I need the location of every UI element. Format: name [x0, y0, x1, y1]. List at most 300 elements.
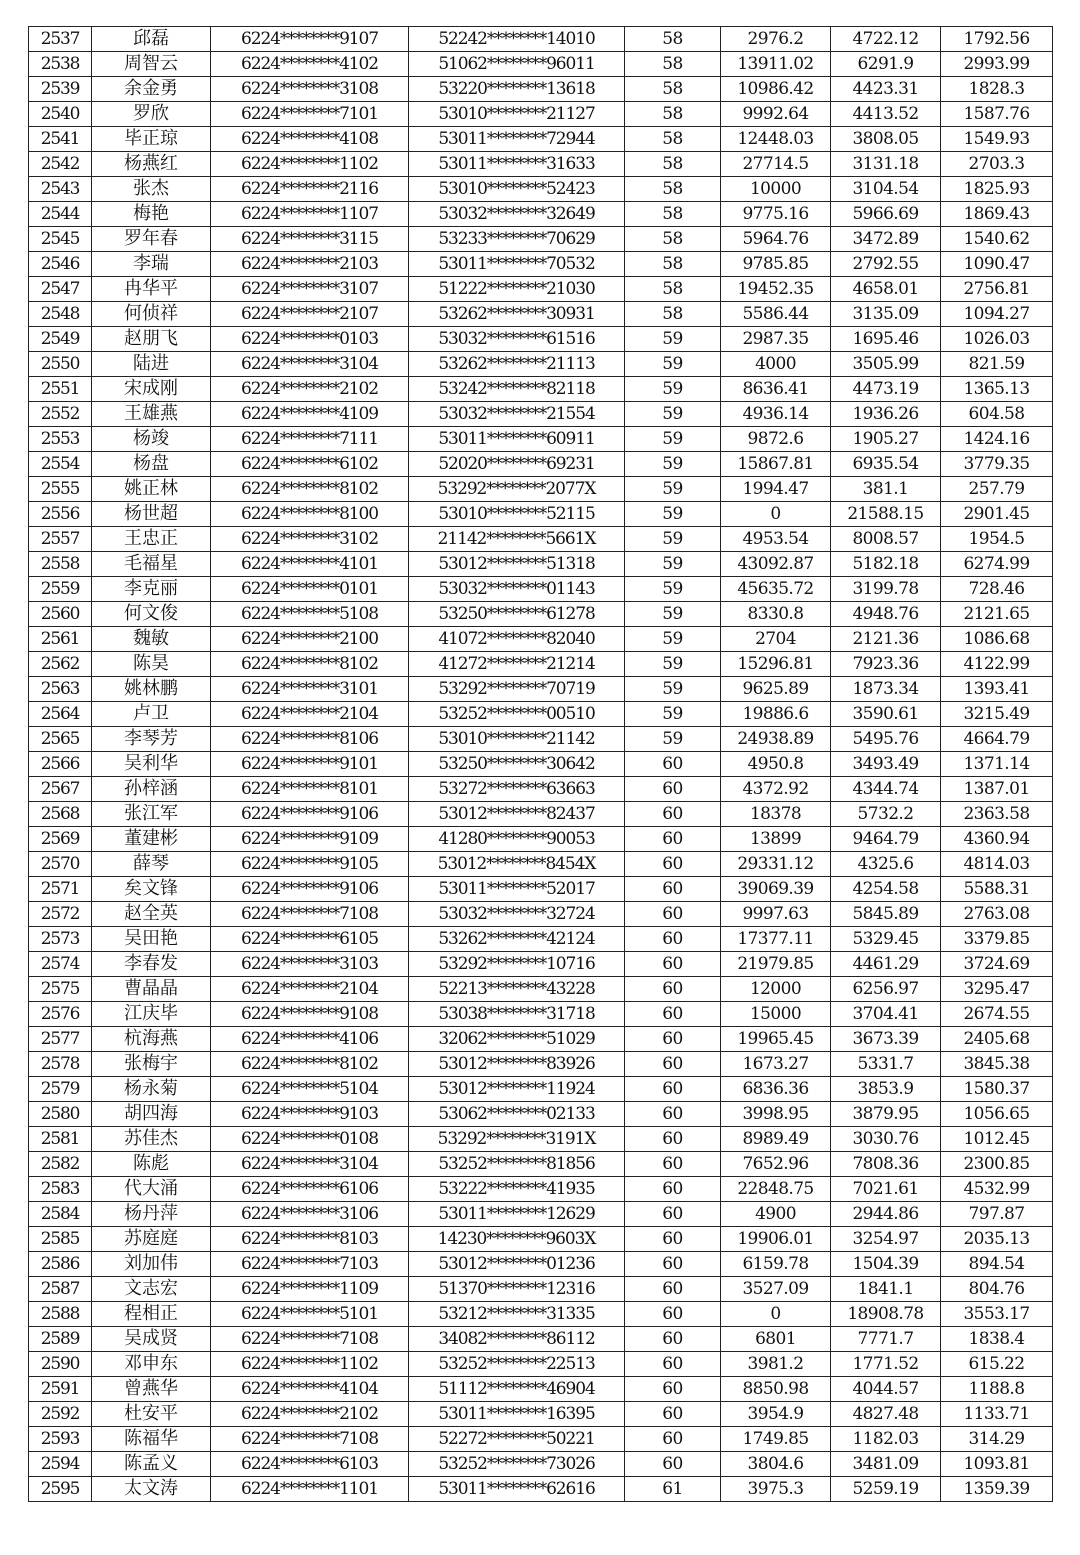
row-number-cell: 2545 — [29, 227, 92, 252]
name-cell: 赵朋飞 — [92, 327, 211, 352]
row-number-cell: 2570 — [29, 852, 92, 877]
amount-2-cell: 4254.58 — [831, 877, 941, 902]
name-cell: 罗欣 — [92, 102, 211, 127]
row-number-cell: 2542 — [29, 152, 92, 177]
amount-3-cell: 1792.56 — [941, 27, 1053, 52]
amount-1-cell: 39069.39 — [721, 877, 831, 902]
age-cell: 60 — [625, 1127, 721, 1152]
name-cell: 陈昊 — [92, 652, 211, 677]
bank-card-cell: 6224********2116 — [211, 177, 409, 202]
bank-card-cell: 6224********3115 — [211, 227, 409, 252]
table-row — [29, 502, 1053, 527]
id-number-cell: 53011********16395 — [409, 1402, 625, 1427]
amount-3-cell: 4122.99 — [941, 652, 1053, 677]
bank-card-cell: 6224********3104 — [211, 352, 409, 377]
amount-1-cell: 12000 — [721, 977, 831, 1002]
amount-3-cell: 3724.69 — [941, 952, 1053, 977]
age-cell: 60 — [625, 777, 721, 802]
table-row — [29, 102, 1053, 127]
amount-3-cell: 1094.27 — [941, 302, 1053, 327]
id-number-cell: 53252********22513 — [409, 1352, 625, 1377]
amount-3-cell: 2121.65 — [941, 602, 1053, 627]
bank-card-cell: 6224********4104 — [211, 1377, 409, 1402]
amount-1-cell: 3804.6 — [721, 1452, 831, 1477]
id-number-cell: 53292********2077X — [409, 477, 625, 502]
amount-2-cell: 5966.69 — [831, 202, 941, 227]
amount-2-cell: 4473.19 — [831, 377, 941, 402]
id-number-cell: 53292********3191X — [409, 1127, 625, 1152]
table-row — [29, 77, 1053, 102]
table-row — [29, 127, 1053, 152]
id-number-cell: 53010********52115 — [409, 502, 625, 527]
name-cell: 毕正琼 — [92, 127, 211, 152]
name-cell: 李琴芳 — [92, 727, 211, 752]
id-number-cell: 53010********21127 — [409, 102, 625, 127]
amount-1-cell: 8989.49 — [721, 1127, 831, 1152]
amount-3-cell: 2300.85 — [941, 1152, 1053, 1177]
amount-3-cell: 1090.47 — [941, 252, 1053, 277]
amount-1-cell: 1994.47 — [721, 477, 831, 502]
row-number-cell: 2585 — [29, 1227, 92, 1252]
bank-card-cell: 6224********5104 — [211, 1077, 409, 1102]
amount-1-cell: 4950.8 — [721, 752, 831, 777]
amount-2-cell: 3704.41 — [831, 1002, 941, 1027]
amount-2-cell: 3879.95 — [831, 1102, 941, 1127]
table-row — [29, 1202, 1053, 1227]
table-row — [29, 952, 1053, 977]
amount-2-cell: 4461.29 — [831, 952, 941, 977]
amount-1-cell: 2976.2 — [721, 27, 831, 52]
name-cell: 杨丹萍 — [92, 1202, 211, 1227]
id-number-cell: 53032********32724 — [409, 902, 625, 927]
amount-2-cell: 9464.79 — [831, 827, 941, 852]
amount-3-cell: 2763.08 — [941, 902, 1053, 927]
row-number-cell: 2548 — [29, 302, 92, 327]
age-cell: 60 — [625, 977, 721, 1002]
amount-1-cell: 45635.72 — [721, 577, 831, 602]
age-cell: 58 — [625, 177, 721, 202]
amount-3-cell: 1580.37 — [941, 1077, 1053, 1102]
amount-1-cell: 4372.92 — [721, 777, 831, 802]
age-cell: 59 — [625, 552, 721, 577]
age-cell: 60 — [625, 1252, 721, 1277]
age-cell: 59 — [625, 352, 721, 377]
age-cell: 58 — [625, 202, 721, 227]
row-number-cell: 2574 — [29, 952, 92, 977]
amount-2-cell: 4948.76 — [831, 602, 941, 627]
bank-card-cell: 6224********0108 — [211, 1127, 409, 1152]
age-cell: 58 — [625, 302, 721, 327]
name-cell: 张江军 — [92, 802, 211, 827]
amount-3-cell: 728.46 — [941, 577, 1053, 602]
amount-1-cell: 3527.09 — [721, 1277, 831, 1302]
name-cell: 邓申东 — [92, 1352, 211, 1377]
row-number-cell: 2543 — [29, 177, 92, 202]
amount-2-cell: 1905.27 — [831, 427, 941, 452]
name-cell: 杨盘 — [92, 452, 211, 477]
bank-card-cell: 6224********3101 — [211, 677, 409, 702]
amount-3-cell: 894.54 — [941, 1252, 1053, 1277]
amount-2-cell: 3254.97 — [831, 1227, 941, 1252]
age-cell: 59 — [625, 677, 721, 702]
table-row — [29, 302, 1053, 327]
age-cell: 60 — [625, 1402, 721, 1427]
name-cell: 梅艳 — [92, 202, 211, 227]
name-cell: 李克丽 — [92, 577, 211, 602]
amount-3-cell: 1012.45 — [941, 1127, 1053, 1152]
bank-card-cell: 6224********9107 — [211, 27, 409, 52]
row-number-cell: 2566 — [29, 752, 92, 777]
age-cell: 60 — [625, 1352, 721, 1377]
amount-1-cell: 13911.02 — [721, 52, 831, 77]
age-cell: 60 — [625, 802, 721, 827]
age-cell: 60 — [625, 852, 721, 877]
table-row — [29, 602, 1053, 627]
bank-card-cell: 6224********8102 — [211, 652, 409, 677]
amount-1-cell: 7652.96 — [721, 1152, 831, 1177]
name-cell: 杨燕红 — [92, 152, 211, 177]
amount-2-cell: 5732.2 — [831, 802, 941, 827]
id-number-cell: 51112********46904 — [409, 1377, 625, 1402]
age-cell: 59 — [625, 577, 721, 602]
bank-card-cell: 6224********2102 — [211, 377, 409, 402]
row-number-cell: 2583 — [29, 1177, 92, 1202]
name-cell: 赵全英 — [92, 902, 211, 927]
row-number-cell: 2547 — [29, 277, 92, 302]
table-row — [29, 752, 1053, 777]
age-cell: 59 — [625, 452, 721, 477]
amount-1-cell: 17377.11 — [721, 927, 831, 952]
bank-card-cell: 6224********1102 — [211, 152, 409, 177]
amount-1-cell: 10000 — [721, 177, 831, 202]
amount-3-cell: 797.87 — [941, 1202, 1053, 1227]
amount-1-cell: 12448.03 — [721, 127, 831, 152]
amount-1-cell: 1673.27 — [721, 1052, 831, 1077]
age-cell: 60 — [625, 752, 721, 777]
name-cell: 代大涌 — [92, 1177, 211, 1202]
amount-3-cell: 3215.49 — [941, 702, 1053, 727]
id-number-cell: 51062********96011 — [409, 52, 625, 77]
age-cell: 59 — [625, 502, 721, 527]
age-cell: 60 — [625, 1302, 721, 1327]
age-cell: 59 — [625, 327, 721, 352]
amount-1-cell: 1749.85 — [721, 1427, 831, 1452]
amount-2-cell: 4658.01 — [831, 277, 941, 302]
table-row — [29, 827, 1053, 852]
id-number-cell: 21142********5661X — [409, 527, 625, 552]
amount-1-cell: 3981.2 — [721, 1352, 831, 1377]
row-number-cell: 2538 — [29, 52, 92, 77]
amount-2-cell: 2944.86 — [831, 1202, 941, 1227]
amount-1-cell: 18378 — [721, 802, 831, 827]
amount-3-cell: 314.29 — [941, 1427, 1053, 1452]
amount-3-cell: 821.59 — [941, 352, 1053, 377]
name-cell: 薛琴 — [92, 852, 211, 877]
amount-1-cell: 8330.8 — [721, 602, 831, 627]
row-number-cell: 2562 — [29, 652, 92, 677]
id-number-cell: 53011********72944 — [409, 127, 625, 152]
age-cell: 59 — [625, 627, 721, 652]
table-row — [29, 202, 1053, 227]
amount-1-cell: 22848.75 — [721, 1177, 831, 1202]
id-number-cell: 53262********21113 — [409, 352, 625, 377]
row-number-cell: 2568 — [29, 802, 92, 827]
row-number-cell: 2537 — [29, 27, 92, 52]
amount-1-cell: 19452.35 — [721, 277, 831, 302]
bank-card-cell: 6224********1102 — [211, 1352, 409, 1377]
amount-3-cell: 1393.41 — [941, 677, 1053, 702]
row-number-cell: 2578 — [29, 1052, 92, 1077]
bank-card-cell: 6224********3103 — [211, 952, 409, 977]
amount-2-cell: 2792.55 — [831, 252, 941, 277]
id-number-cell: 53252********81856 — [409, 1152, 625, 1177]
id-number-cell: 53010********21142 — [409, 727, 625, 752]
row-number-cell: 2567 — [29, 777, 92, 802]
amount-2-cell: 5259.19 — [831, 1477, 941, 1502]
bank-card-cell: 6224********7111 — [211, 427, 409, 452]
table-row — [29, 52, 1053, 77]
amount-3-cell: 1549.93 — [941, 127, 1053, 152]
age-cell: 60 — [625, 1077, 721, 1102]
id-number-cell: 53250********61278 — [409, 602, 625, 627]
row-number-cell: 2586 — [29, 1252, 92, 1277]
amount-2-cell: 3472.89 — [831, 227, 941, 252]
table-row — [29, 277, 1053, 302]
age-cell: 58 — [625, 77, 721, 102]
name-cell: 董建彬 — [92, 827, 211, 852]
name-cell: 杨永菊 — [92, 1077, 211, 1102]
bank-card-cell: 6224********3102 — [211, 527, 409, 552]
table-row — [29, 977, 1053, 1002]
row-number-cell: 2591 — [29, 1377, 92, 1402]
age-cell: 59 — [625, 402, 721, 427]
amount-1-cell: 10986.42 — [721, 77, 831, 102]
amount-3-cell: 1359.39 — [941, 1477, 1053, 1502]
table-row — [29, 377, 1053, 402]
amount-3-cell: 1954.5 — [941, 527, 1053, 552]
amount-2-cell: 3853.9 — [831, 1077, 941, 1102]
amount-1-cell: 0 — [721, 1302, 831, 1327]
bank-card-cell: 6224********2100 — [211, 627, 409, 652]
age-cell: 60 — [625, 902, 721, 927]
name-cell: 杨世超 — [92, 502, 211, 527]
name-cell: 文志宏 — [92, 1277, 211, 1302]
table-row — [29, 702, 1053, 727]
amount-2-cell: 3673.39 — [831, 1027, 941, 1052]
age-cell: 60 — [625, 1452, 721, 1477]
amount-2-cell: 3505.99 — [831, 352, 941, 377]
amount-3-cell: 1026.03 — [941, 327, 1053, 352]
row-number-cell: 2560 — [29, 602, 92, 627]
id-number-cell: 53032********01143 — [409, 577, 625, 602]
amount-2-cell: 6256.97 — [831, 977, 941, 1002]
amount-2-cell: 3481.09 — [831, 1452, 941, 1477]
table-row — [29, 577, 1053, 602]
name-cell: 李瑞 — [92, 252, 211, 277]
id-number-cell: 53252********00510 — [409, 702, 625, 727]
amount-3-cell: 4814.03 — [941, 852, 1053, 877]
amount-2-cell: 381.1 — [831, 477, 941, 502]
amount-1-cell: 15000 — [721, 1002, 831, 1027]
bank-card-cell: 6224********8102 — [211, 477, 409, 502]
amount-2-cell: 8008.57 — [831, 527, 941, 552]
table-row — [29, 402, 1053, 427]
row-number-cell: 2572 — [29, 902, 92, 927]
table-row — [29, 1177, 1053, 1202]
amount-2-cell: 3808.05 — [831, 127, 941, 152]
amount-3-cell: 4664.79 — [941, 727, 1053, 752]
amount-2-cell: 1936.26 — [831, 402, 941, 427]
amount-3-cell: 1056.65 — [941, 1102, 1053, 1127]
amount-1-cell: 5964.76 — [721, 227, 831, 252]
amount-2-cell: 5845.89 — [831, 902, 941, 927]
bank-card-cell: 6224********9106 — [211, 802, 409, 827]
id-number-cell: 14230********9603X — [409, 1227, 625, 1252]
row-number-cell: 2592 — [29, 1402, 92, 1427]
bank-card-cell: 6224********1109 — [211, 1277, 409, 1302]
id-number-cell: 53212********31335 — [409, 1302, 625, 1327]
age-cell: 58 — [625, 102, 721, 127]
table-row — [29, 1327, 1053, 1352]
amount-2-cell: 18908.78 — [831, 1302, 941, 1327]
bank-card-cell: 6224********4101 — [211, 552, 409, 577]
bank-card-cell: 6224********7108 — [211, 1427, 409, 1452]
row-number-cell: 2590 — [29, 1352, 92, 1377]
bank-card-cell: 6224********9108 — [211, 1002, 409, 1027]
bank-card-cell: 6224********6106 — [211, 1177, 409, 1202]
row-number-cell: 2551 — [29, 377, 92, 402]
name-cell: 苏庭庭 — [92, 1227, 211, 1252]
age-cell: 60 — [625, 1277, 721, 1302]
table-row — [29, 627, 1053, 652]
age-cell: 58 — [625, 252, 721, 277]
id-number-cell: 53262********42124 — [409, 927, 625, 952]
amount-1-cell: 3954.9 — [721, 1402, 831, 1427]
id-number-cell: 53011********62616 — [409, 1477, 625, 1502]
bank-card-cell: 6224********3107 — [211, 277, 409, 302]
age-cell: 58 — [625, 152, 721, 177]
row-number-cell: 2540 — [29, 102, 92, 127]
bank-card-cell: 6224********6103 — [211, 1452, 409, 1477]
bank-card-cell: 6224********2104 — [211, 977, 409, 1002]
id-number-cell: 34082********86112 — [409, 1327, 625, 1352]
id-number-cell: 53011********31633 — [409, 152, 625, 177]
row-number-cell: 2582 — [29, 1152, 92, 1177]
table-row — [29, 452, 1053, 477]
amount-2-cell: 5331.7 — [831, 1052, 941, 1077]
row-number-cell: 2561 — [29, 627, 92, 652]
amount-3-cell: 2993.99 — [941, 52, 1053, 77]
amount-1-cell: 29331.12 — [721, 852, 831, 877]
amount-3-cell: 1825.93 — [941, 177, 1053, 202]
amount-1-cell: 19965.45 — [721, 1027, 831, 1052]
table-row — [29, 1027, 1053, 1052]
table-row — [29, 527, 1053, 552]
name-cell: 王雄燕 — [92, 402, 211, 427]
name-cell: 余金勇 — [92, 77, 211, 102]
table-row — [29, 1002, 1053, 1027]
name-cell: 曹晶晶 — [92, 977, 211, 1002]
id-number-cell: 53038********31718 — [409, 1002, 625, 1027]
amount-1-cell: 2987.35 — [721, 327, 831, 352]
bank-card-cell: 6224********2103 — [211, 252, 409, 277]
amount-1-cell: 43092.87 — [721, 552, 831, 577]
id-number-cell: 53012********01236 — [409, 1252, 625, 1277]
amount-3-cell: 1838.4 — [941, 1327, 1053, 1352]
name-cell: 姚林鹏 — [92, 677, 211, 702]
amount-3-cell: 1540.62 — [941, 227, 1053, 252]
row-number-cell: 2541 — [29, 127, 92, 152]
amount-1-cell: 4000 — [721, 352, 831, 377]
amount-1-cell: 8636.41 — [721, 377, 831, 402]
amount-3-cell: 604.58 — [941, 402, 1053, 427]
bank-card-cell: 6224********1107 — [211, 202, 409, 227]
age-cell: 59 — [625, 602, 721, 627]
id-number-cell: 53012********11924 — [409, 1077, 625, 1102]
amount-3-cell: 2035.13 — [941, 1227, 1053, 1252]
bank-card-cell: 6224********4106 — [211, 1027, 409, 1052]
name-cell: 邱磊 — [92, 27, 211, 52]
bank-card-cell: 6224********9106 — [211, 877, 409, 902]
table-row — [29, 177, 1053, 202]
row-number-cell: 2553 — [29, 427, 92, 452]
name-cell: 魏敏 — [92, 627, 211, 652]
row-number-cell: 2569 — [29, 827, 92, 852]
table-row — [29, 1277, 1053, 1302]
amount-2-cell: 4423.31 — [831, 77, 941, 102]
name-cell: 吴利华 — [92, 752, 211, 777]
age-cell: 58 — [625, 52, 721, 77]
id-number-cell: 53262********30931 — [409, 302, 625, 327]
id-number-cell: 32062********51029 — [409, 1027, 625, 1052]
table-row — [29, 1227, 1053, 1252]
name-cell: 杜安平 — [92, 1402, 211, 1427]
age-cell: 60 — [625, 1052, 721, 1077]
row-number-cell: 2588 — [29, 1302, 92, 1327]
id-number-cell: 53062********02133 — [409, 1102, 625, 1127]
name-cell: 江庆毕 — [92, 1002, 211, 1027]
id-number-cell: 53032********21554 — [409, 402, 625, 427]
row-number-cell: 2589 — [29, 1327, 92, 1352]
id-number-cell: 53012********8454X — [409, 852, 625, 877]
amount-3-cell: 1387.01 — [941, 777, 1053, 802]
name-cell: 胡四海 — [92, 1102, 211, 1127]
amount-1-cell: 9775.16 — [721, 202, 831, 227]
id-number-cell: 53012********51318 — [409, 552, 625, 577]
age-cell: 60 — [625, 1377, 721, 1402]
name-cell: 吴田艳 — [92, 927, 211, 952]
amount-3-cell: 2405.68 — [941, 1027, 1053, 1052]
amount-3-cell: 4360.94 — [941, 827, 1053, 852]
bank-card-cell: 6224********8102 — [211, 1052, 409, 1077]
age-cell: 60 — [625, 1027, 721, 1052]
amount-1-cell: 8850.98 — [721, 1377, 831, 1402]
amount-1-cell: 13899 — [721, 827, 831, 852]
amount-2-cell: 4413.52 — [831, 102, 941, 127]
amount-2-cell: 5495.76 — [831, 727, 941, 752]
id-number-cell: 41280********90053 — [409, 827, 625, 852]
amount-2-cell: 2121.36 — [831, 627, 941, 652]
amount-2-cell: 3131.18 — [831, 152, 941, 177]
amount-3-cell: 2901.45 — [941, 502, 1053, 527]
id-number-cell: 53012********82437 — [409, 802, 625, 827]
amount-3-cell: 1365.13 — [941, 377, 1053, 402]
amount-3-cell: 2756.81 — [941, 277, 1053, 302]
row-number-cell: 2552 — [29, 402, 92, 427]
bank-card-cell: 6224********3106 — [211, 1202, 409, 1227]
age-cell: 60 — [625, 1102, 721, 1127]
amount-2-cell: 4044.57 — [831, 1377, 941, 1402]
